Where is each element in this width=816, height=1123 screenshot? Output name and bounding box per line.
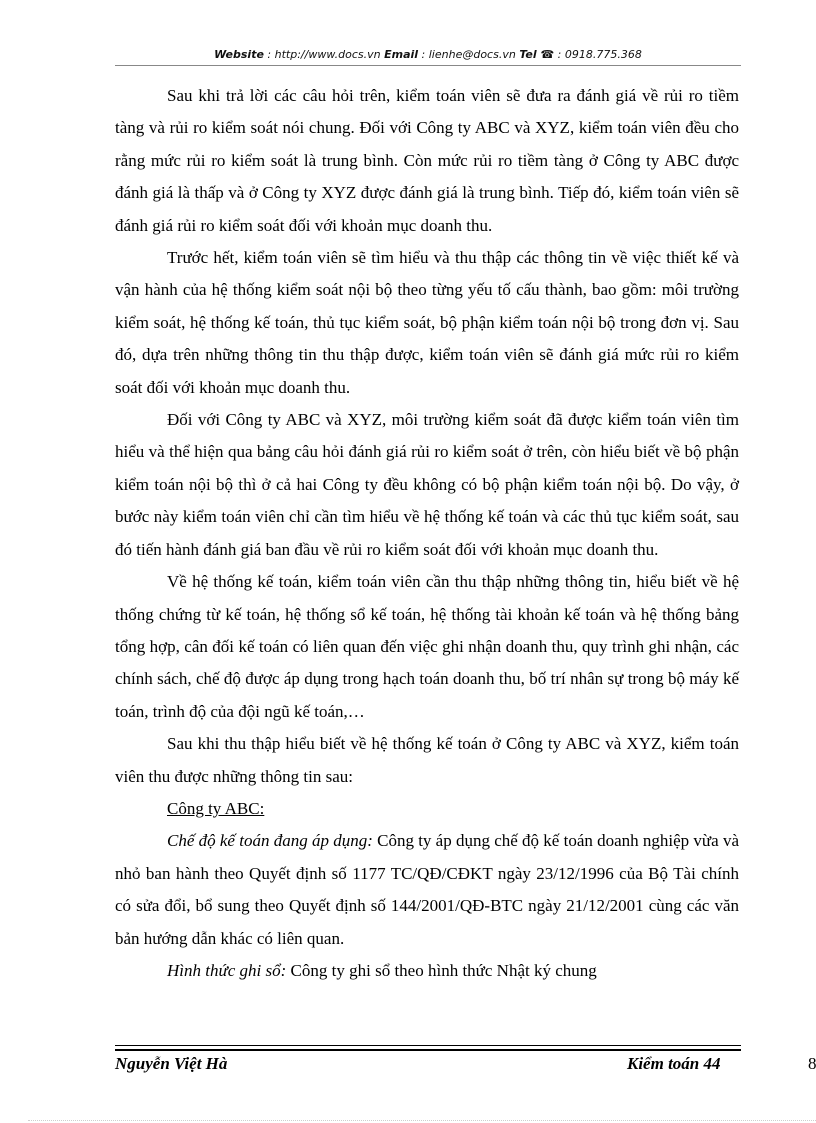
accounting-regime-text: Công ty áp dụng chế độ kế toán doanh nghiệp vừa và nhỏ ban hành theo Quyết định số 1177 TC/QĐ/CĐKT ngày 23/12/1996 của Bộ Tài chính có sửa đổi, bổ sung theo Quyết định số 144/2001/QĐ-BTC ngày 21/12/2001 cùng các văn bản hướng dẫn khác có liên quan.: [115, 831, 739, 948]
paragraph-control-environment: Đối với Công ty ABC và XYZ, môi trường kiểm soát đã được kiểm toán viên tìm hiểu và thể hiện qua bảng câu hỏi đánh giá rủi ro kiểm soát ở trên, còn hiểu biết về bộ phận kiểm toán nội bộ thì ở cả hai Công ty đều không có bộ phận kiểm toán nội bộ. Do vậy, ở bước này kiểm toán viên chỉ cần tìm hiểu về hệ thống kế toán và các thủ tục kiểm soát, sau đó tiến hành đánh giá ban đầu về rủi ro kiểm soát đối với khoản mục doanh thu.: [115, 410, 739, 559]
page-header: [115, 48, 741, 64]
document-body: [115, 80, 739, 987]
bookkeeping-form-text: Công ty ghi sổ theo hình thức Nhật ký chung: [286, 960, 597, 980]
website-value: : http://www.docs.vn: [263, 48, 385, 61]
email-value: : lienhe@docs.vn: [418, 48, 520, 61]
paragraph-internal-control: Trước hết, kiểm toán viên sẽ tìm hiểu và thu thập các thông tin về việc thiết kế và vận hành của hệ thống kiểm soát nội bộ theo từng yếu tố cấu thành, bao gồm: môi trường kiểm soát, hệ thống kế toán, thủ tục kiểm soát, bộ phận kiểm toán nội bộ trong đơn vị. Sau đó, dựa trên những thông tin thu thập được, kiểm toán viên sẽ đánh giá mức rủi ro kiểm soát đối với khoản mục doanh thu.: [115, 248, 739, 397]
tel-value: : 0918.775.368: [554, 48, 642, 61]
email-label: Email: [384, 48, 419, 61]
accounting-regime-label: Chế độ kế toán đang áp dụng:: [167, 831, 373, 851]
paragraph-accounting-system: Về hệ thống kế toán, kiểm toán viên cần thu thập những thông tin, hiểu biết về hệ thống chứng từ kế toán, hệ thống sổ kế toán, hệ thống tài khoản kế toán và hệ thống bảng tổng hợp, cân đối kế toán có liên quan đến việc ghi nhận doanh thu, quy trình ghi nhận, các chính sách, chế độ được áp dụng trong hạch toán doanh thu, bố trí nhân sự trong bộ máy kế toán, trình độ của đội ngũ kế toán,…: [115, 572, 739, 721]
paragraph-accounting-regime: [115, 825, 739, 955]
website-label: Website: [214, 48, 264, 61]
company-heading: Công ty ABC:: [167, 798, 265, 818]
page-bottom-border: [28, 1120, 816, 1121]
footer-class: Kiểm toán 44: [627, 1054, 721, 1073]
paragraph-risk-assessment: Sau khi trả lời các câu hỏi trên, kiểm toán viên sẽ đưa ra đánh giá về rủi ro tiềm tàng và rủi ro kiểm soát nói chung. Đối với Công ty ABC và XYZ, kiểm toán viên đều cho rằng mức rủi ro kiểm soát là trung bình. Còn mức rủi ro tiềm tàng ở Công ty ABC được đánh giá là thấp và ở Công ty XYZ được đánh giá là trung bình. Tiếp đó, kiểm toán viên sẽ đánh giá rủi ro kiểm soát đối với khoản mục doanh thu.: [115, 86, 739, 235]
footer-author: Nguyễn Việt Hà: [115, 1054, 228, 1073]
footer-divider-thin: [115, 1045, 741, 1046]
paragraph-information-gathered: Sau khi thu thập hiểu biết về hệ thống kế toán ở Công ty ABC và XYZ, kiểm toán viên thu được những thông tin sau:: [115, 734, 739, 786]
footer-divider-thick: [115, 1049, 741, 1051]
page-number: 8: [808, 1054, 816, 1073]
paragraph-bookkeeping-form: [115, 955, 739, 987]
tel-label: Tel ☎: [519, 48, 555, 61]
bookkeeping-form-label: Hình thức ghi sổ:: [167, 960, 287, 980]
header-divider: [115, 65, 741, 66]
